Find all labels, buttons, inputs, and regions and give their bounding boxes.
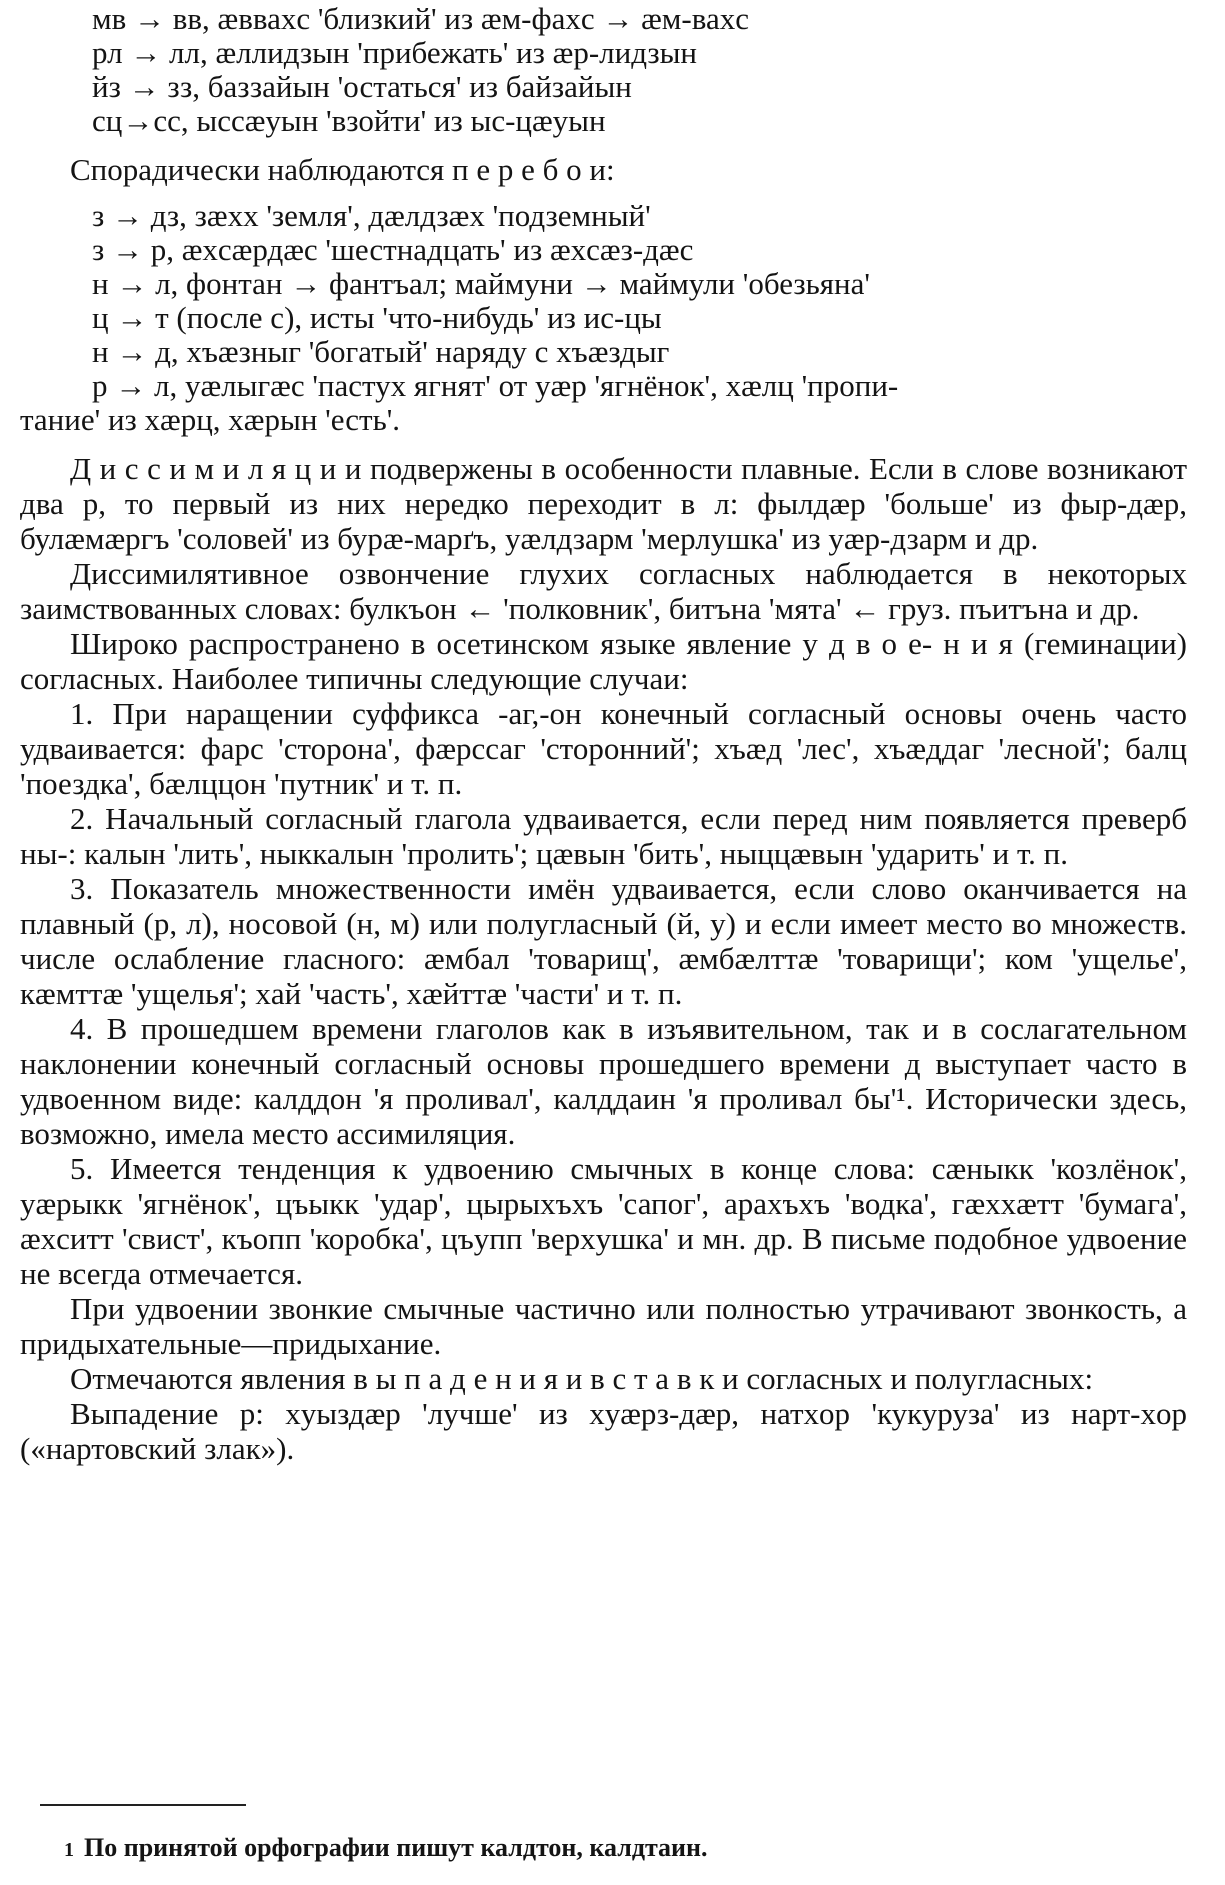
example-line: рл → лл, æллидзын 'прибежать' из æр-лидзын	[92, 35, 698, 70]
example-line: р → л, уæлыгæс 'пастух ягнят' от уæр 'ягнёнок', xæлц 'пропи-	[92, 368, 899, 403]
paragraph-elision-r: Выпадение р: xуыздæр 'лучше' из xуæрз-дæр, натxор 'кукуруза' из нарт-xор («нартовский злак»).	[20, 1396, 1187, 1466]
footnote-divider	[40, 1804, 246, 1806]
paragraph-case-5: 5. Имеется тенденция к удвоению смычных в конце слова: сæныкк 'козлёнок', уæрыкк 'ягнёнок', цъыкк 'удар', цырыxъxъ 'сапог', араxъxъ 'водка', гæxxæтт 'бумага', æxситт 'свист', къопп 'коробка', цъупп 'верxушка' и мн. др. В письме подобное удвоение не всегда отмечается.	[20, 1151, 1187, 1291]
example-line: сц→сс, ыссæуын 'взойти' из ыс-цæуын	[92, 103, 606, 138]
example-line: ц → т (после с), исты 'что-нибудь' из ис-цы	[92, 300, 662, 335]
paragraph-sporadic: Спорадически наблюдаются п е р е б о и:	[70, 152, 615, 187]
paragraph-dissimilation: Д и с с и м и л я ц и и подвержены в особенности плавные. Если в слове возникают два р, то первый из них нередко переходит в л: фылдæр 'больше' из фыр-дæр, булæмæргъ 'соловей' из бурæ-марґъ, уæлдзарм 'мерлушка' из уæр-дзарм и др.	[20, 451, 1187, 556]
example-line: з → дз, зæxx 'земля', дæлдзæx 'подземный'	[92, 198, 651, 233]
example-line: н → л, фонтан → фантъал; маймуни → маймули 'обезьяна'	[92, 266, 870, 301]
footnote-text: По принятой орфографии пишут калдтон, калдтаин.	[84, 1833, 708, 1862]
footnote	[64, 1832, 708, 1866]
paragraph-case-2: 2. Начальный согласный глагола удваивается, если перед ним появляется преверб ны-: калын 'лить', ныккалын 'пролить'; цæвын 'бить', ныццæвын 'ударить' и т. п.	[20, 801, 1187, 871]
paragraph-elision-insertion: Отмечаются явления в ы п а д е н и я и в с т а в к и согласных и полугласных:	[70, 1361, 1094, 1396]
example-line: йз → зз, баззайын 'остаться' из байзайын	[92, 69, 632, 104]
example-line: н → д, xъæзныг 'богатый' наряду с xъæздыг	[92, 334, 670, 369]
paragraph-gemination: Широко распространено в осетинском языке явление у д в о е- н и я (геминации) согласных. Наиболее типичны следующие случаи:	[20, 626, 1187, 696]
example-list-assimilation	[20, 0, 1187, 138]
example-line: з → р, æxсæрдæс 'шестнадцать' из æxсæз-дæс	[92, 232, 694, 267]
paragraph-case-3: 3. Показатель множественности имён удваивается, если слово оканчивается на плавный (р, л), носовой (н, м) или полугласный (й, у) и если имеет место во множеств. числе ослабление гласного: æмбал 'товарищ', æмбæлттæ 'товарищи'; ком 'ущелье', кæмттæ 'ущелья'; xай 'часть', xæйттæ 'части' и т. п.	[20, 871, 1187, 1011]
footnote-number: 1	[64, 1839, 74, 1861]
paragraph-case-1: 1. При наращении суффикса -аг,-он конечный согласный основы очень часто удваивается: фарс 'сторона', фæрссаг 'сторонний'; xъæд 'лес', xъæддаг 'лесной'; балц 'поездка', бæлццон 'путник' и т. п.	[20, 696, 1187, 801]
paragraph-devoicing: При удвоении звонкие смычные частично или полностью утрачивают звонкость, а придыхательные—придыхание.	[20, 1291, 1187, 1361]
example-line: мв → вв, æвваxс 'близкий' из æм-фаxс → æм-ваxс	[92, 1, 749, 36]
paragraph-voicing: Диссимилятивное озвончение глухих согласных наблюдается в некоторых заимствованных словах: булкъон ← 'полковник', битъна 'мята' ← груз. пъитъна и др.	[20, 556, 1187, 626]
example-list-alternations	[20, 199, 1187, 437]
example-line-continuation: тание' из xæрц, xæрын 'есть'.	[20, 402, 401, 437]
paragraph-case-4: 4. В прошедшем времени глаголов как в изъявительном, так и в сослагательном наклонении конечный согласный основы прошедшего времени д выступает часто в удвоенном виде: калддон 'я проливал', калддаин 'я проливал бы'¹. Исторически здесь, возможно, имела место ассимиляция.	[20, 1011, 1187, 1151]
